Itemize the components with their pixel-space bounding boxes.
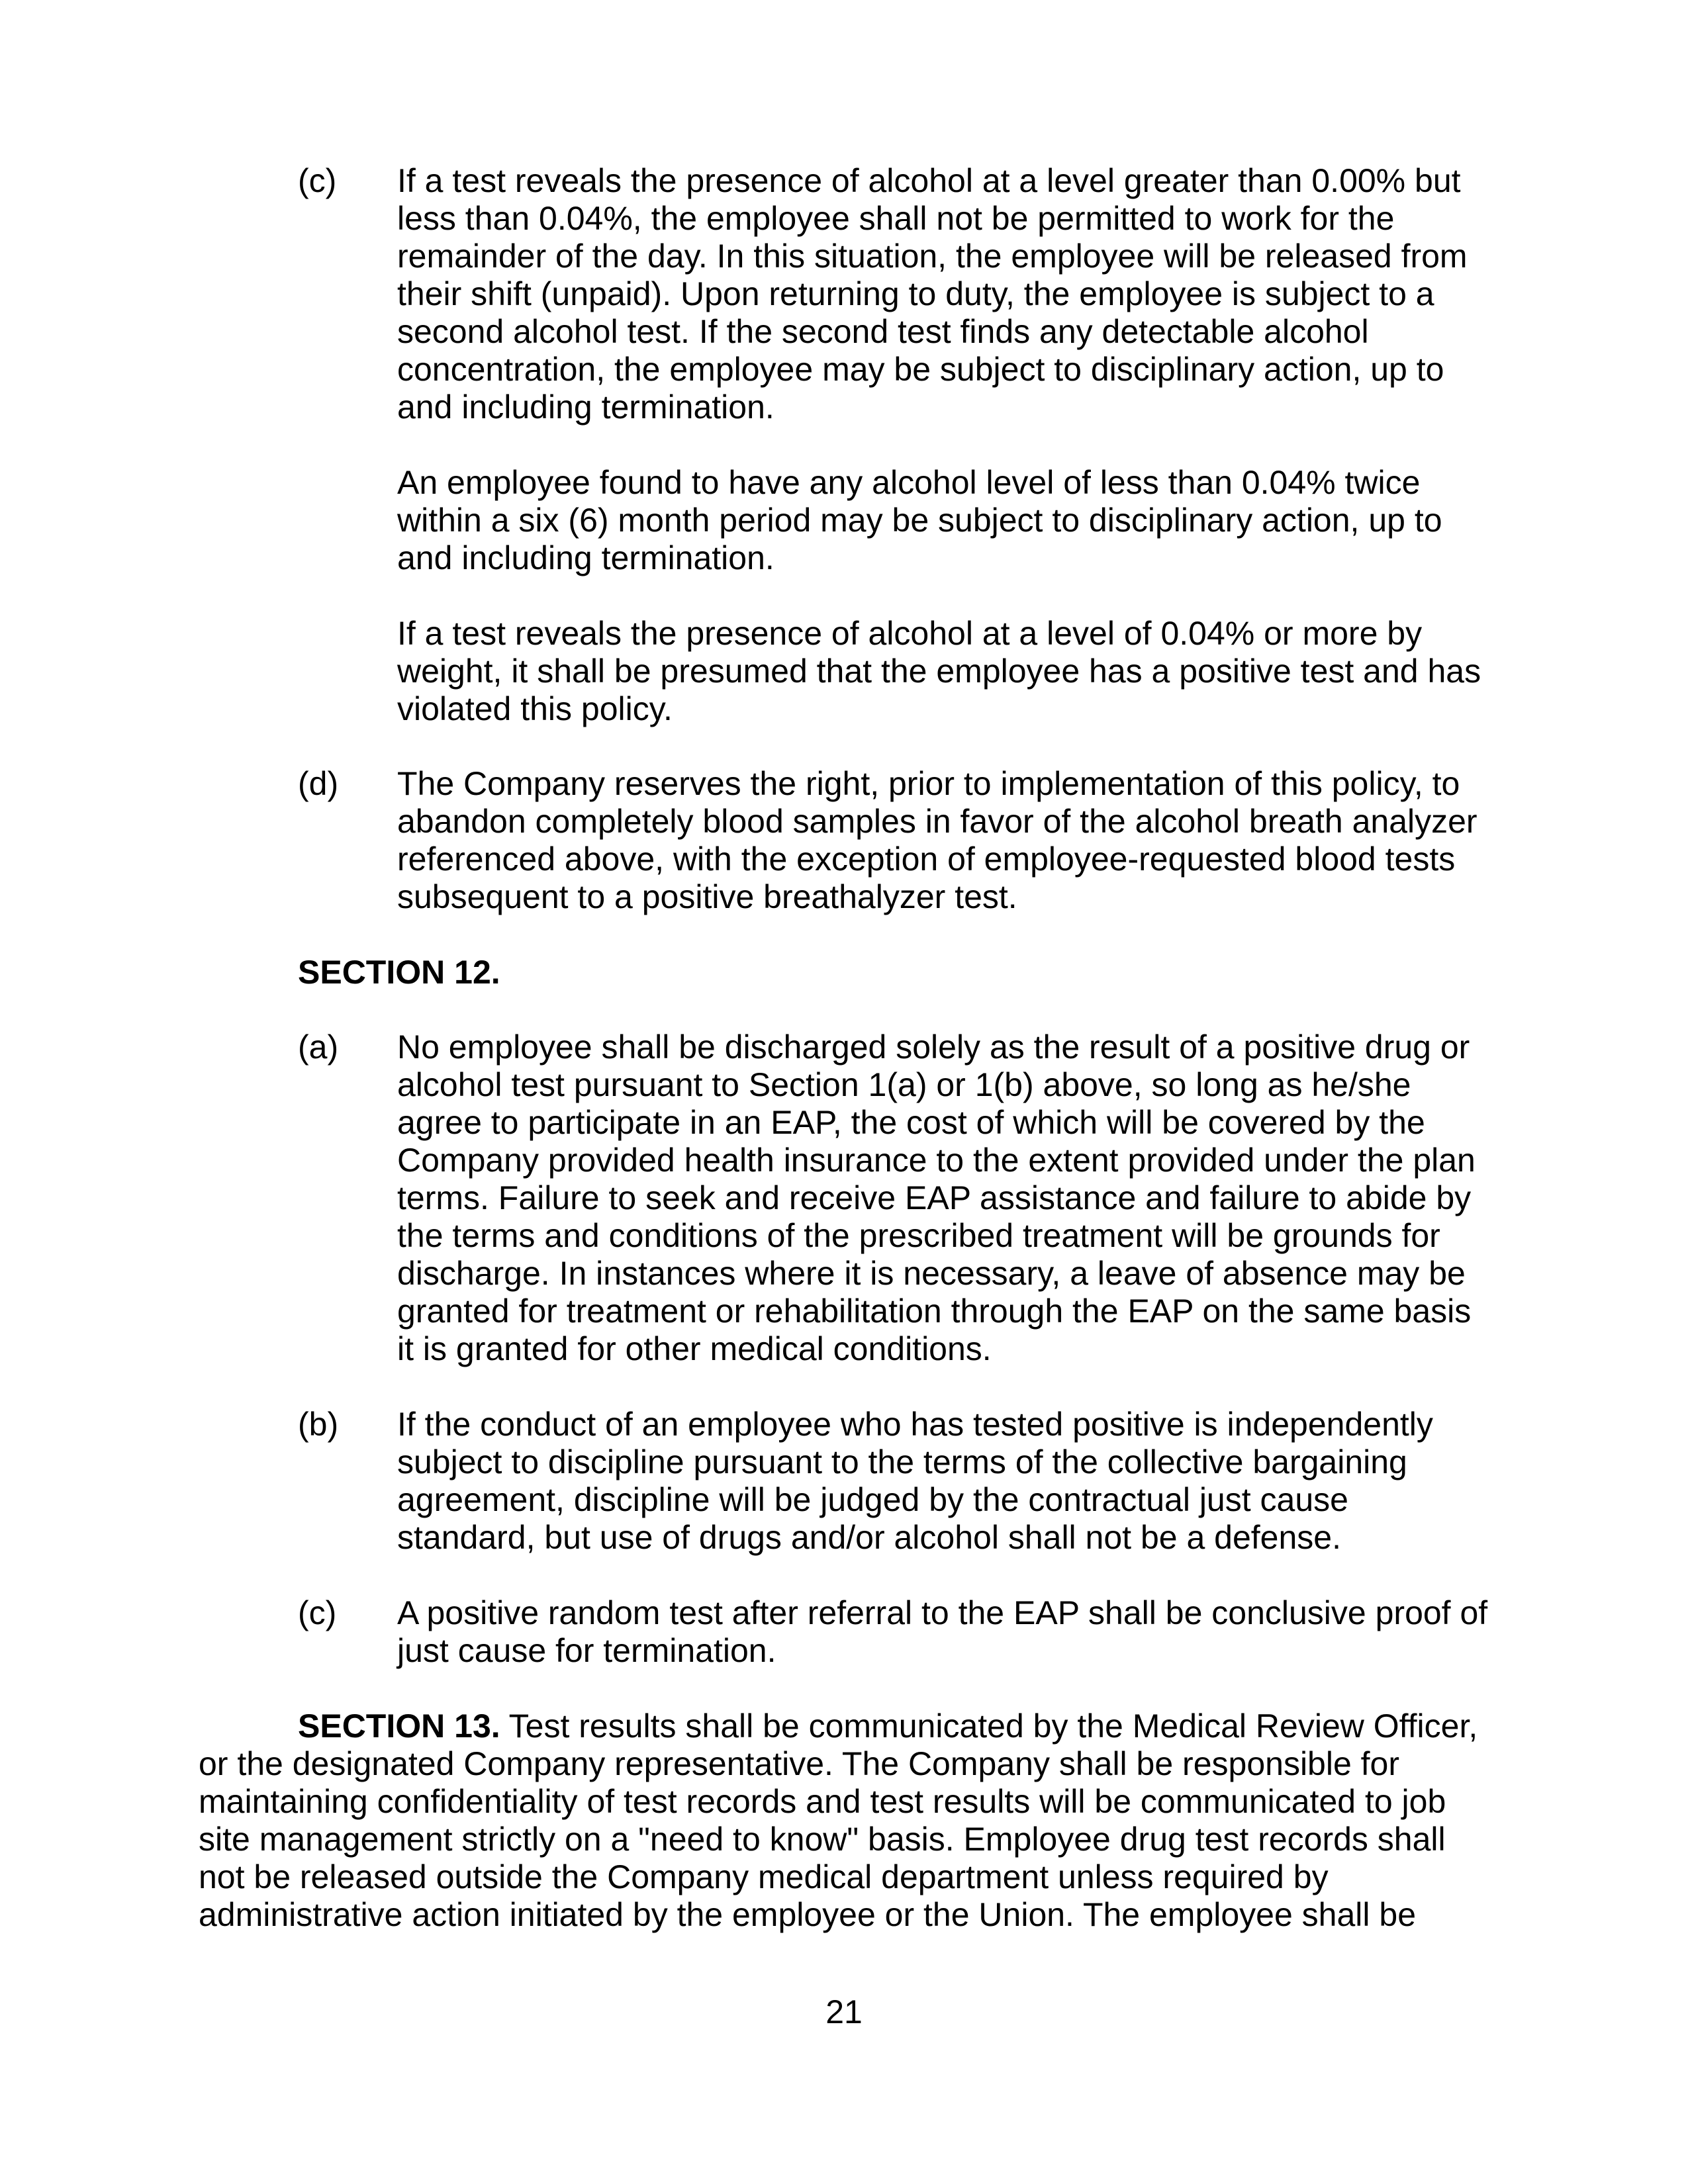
page-number: 21 — [825, 1993, 863, 2030]
section13-paragraph — [199, 1707, 1496, 1934]
item-text: A positive random test after referral to the EAP shall be conclusive proof of just cause for termination. — [397, 1594, 1488, 1669]
item-text: If the conduct of an employee who has tested positive is independently subject to discipline pursuant to the terms of the collective bargaining agreement, discipline will be judged by the contractual just cause standard, but use of drugs and/or alcohol shall not be a defense. — [397, 1406, 1433, 1556]
item-label: (b) — [298, 1406, 339, 1443]
item-text: If a test reveals the presence of alcohol at a level greater than 0.00% but less than 0.04%, the employee shall not be permitted to work for the remainder of the day. In this situation, the employee will be released from their shift (unpaid). Upon returning to duty, the employee is subject to a second alcohol test. If the second test finds any detectable alcohol concentration, the employee may be subject to disciplinary action, up to and including termination. — [397, 162, 1468, 426]
item-text: If a test reveals the presence of alcohol at a level of 0.04% or more by weight, it shall be presumed that the employee has a positive test and has violated this policy. — [397, 615, 1481, 727]
item-label: (c) — [298, 162, 337, 199]
item-text: An employee found to have any alcohol level of less than 0.04% twice within a six (6) month period may be subject to disciplinary action, up to and including termination. — [397, 464, 1442, 576]
item-label: (c) — [298, 1594, 337, 1631]
section13-heading: SECTION 13. — [298, 1707, 500, 1745]
section12-heading: SECTION 12. — [298, 954, 500, 991]
item-label: (a) — [298, 1028, 339, 1066]
item-label: (d) — [298, 765, 339, 802]
item-text: The Company reserves the right, prior to implementation of this policy, to abandon completely blood samples in favor of the alcohol breath analyzer referenced above, with the exception of employee-requested blood tests subsequent to a positive breathalyzer test. — [397, 765, 1477, 915]
section13-text: Test results shall be communicated by the Medical Review Officer, or the designated Company representative. The Company shall be responsible for maintaining confidentiality of test records and test results will be communicated to job site management strictly on a "need to know" basis. Employee drug test records shall not be released outside the Company medical department unless required by administrative action initiated by the employee or the Union. The employee shall be — [199, 1707, 1478, 1933]
item-text: No employee shall be discharged solely as the result of a positive drug or alcohol test pursuant to Section 1(a) or 1(b) above, so long as he/she agree to participate in an EAP, the cost of which will be covered by the Company provided health insurance to the extent provided under the plan terms. Failure to seek and receive EAP assistance and failure to abide by the terms and conditions of the prescribed treatment will be grounds for discharge. In instances where it is necessary, a leave of absence may be granted for treatment or rehabilitation through the EAP on the same basis it is granted for other medical conditions. — [397, 1028, 1476, 1367]
